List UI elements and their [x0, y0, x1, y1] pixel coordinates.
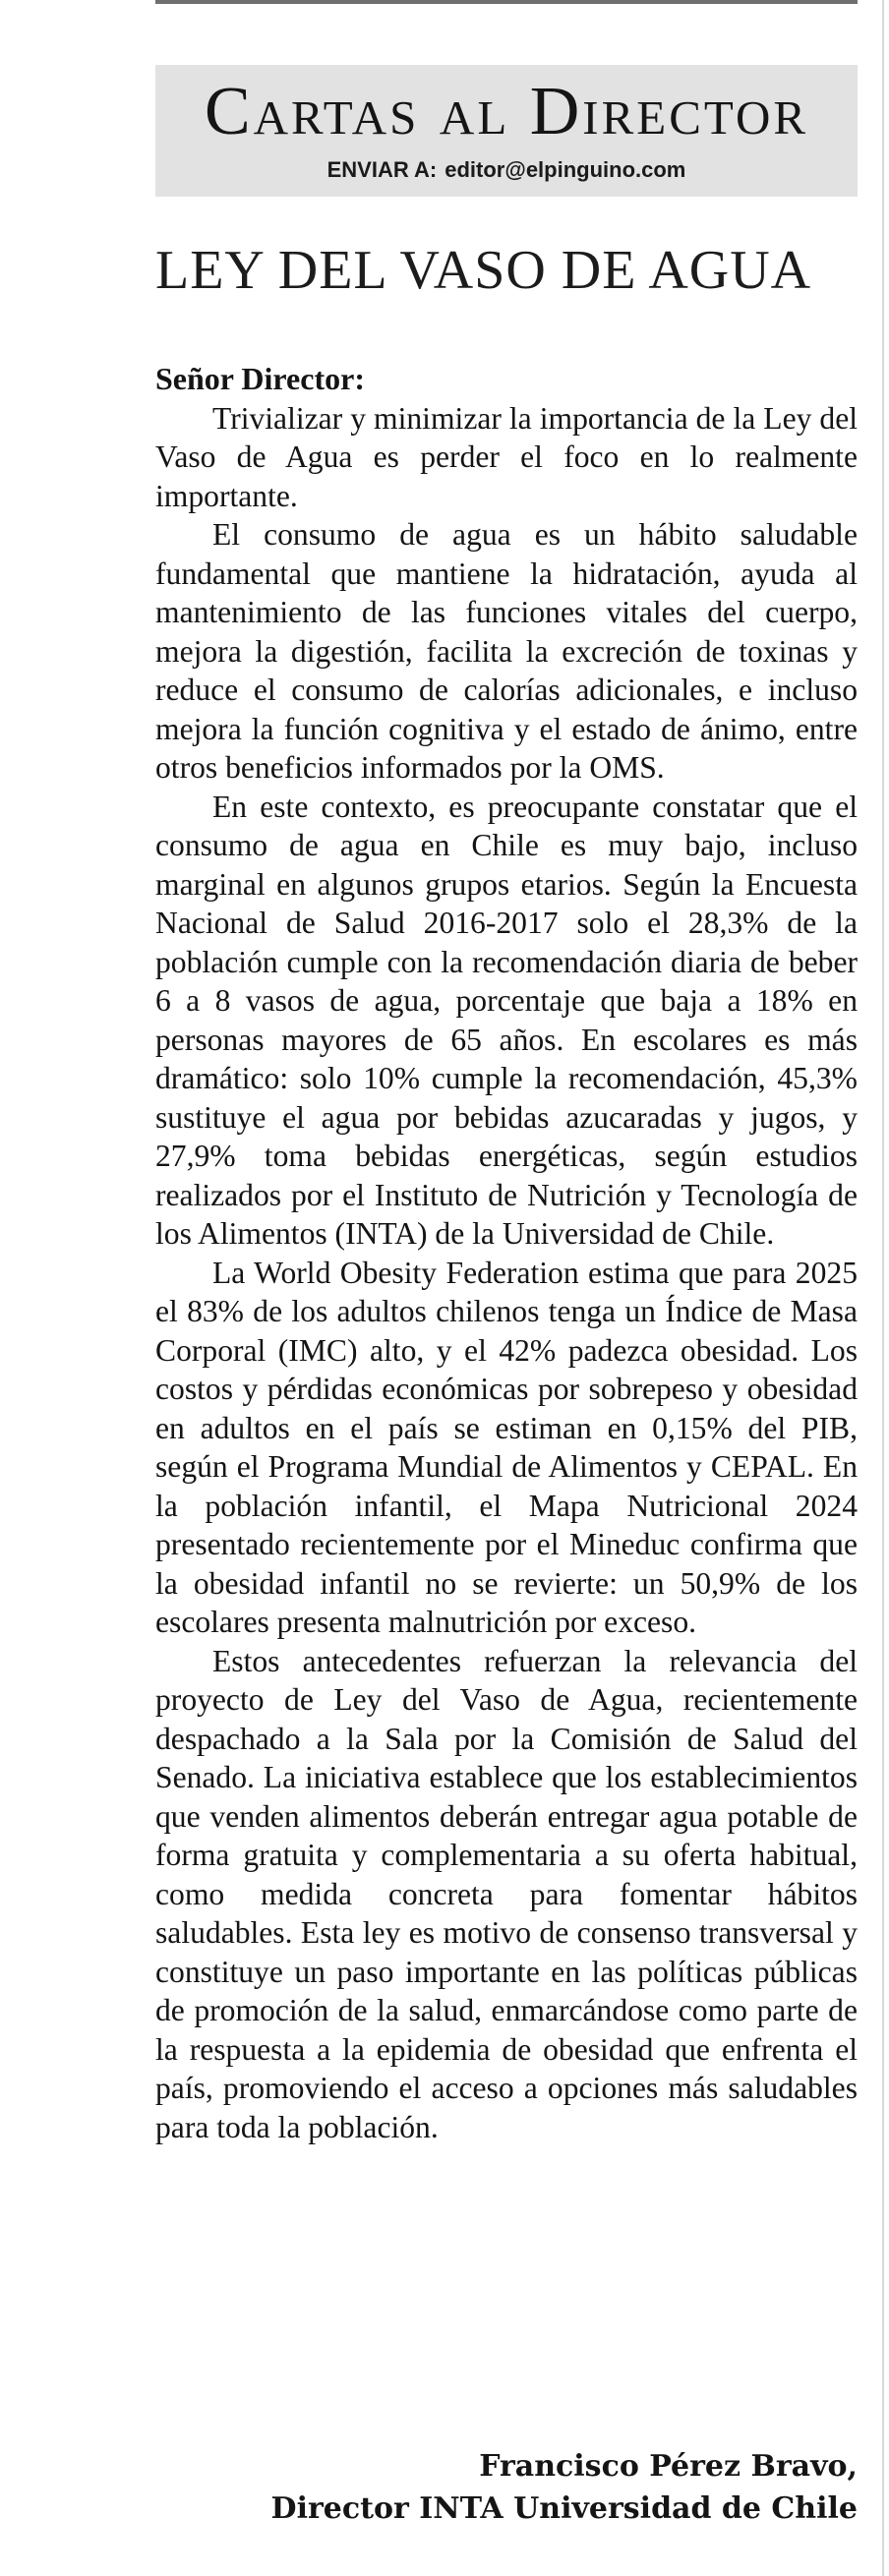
letter-signature — [271, 2445, 858, 2530]
letter-paragraph: Estos antecedentes refuerzan la relevancia del proyecto de Ley del Vaso de Agua, recientemente despachado a la Sala por la Comisión de Salud del Senado. La iniciativa establece que los establecimientos que venden alimentos deberán entregar agua potable de forma gratuita y complementaria a su oferta habitual, como medida concreta para fomentar hábitos saludables. Esta ley es motivo de consenso transversal y constituye un paso importante en las políticas públicas de promoción de la salud, enmarcándose como parte de la respuesta a la epidemia de obesidad que enfrenta el país, promoviendo el acceso a opciones más saludables para toda la población. — [155, 1643, 858, 2144]
letter-paragraph: El consumo de agua es un hábito saludable fundamental que mantiene la hidratación, ayuda al mantenimiento de las funciones vitales del cuerpo, mejora la digestión, facilita la excreción de toxinas y reduce el consumo de calorías adicionales, e incluso mejora la función cognitiva y el estado de ánimo, entre otros beneficios informados por la OMS. — [155, 517, 858, 785]
column-divider — [882, 0, 884, 2576]
send-to-line — [155, 155, 858, 185]
letter-paragraph: En este contexto, es preocupante constatar que el consumo de agua en Chile es muy bajo, incluso marginal en algunos grupos etarios. Según la Encuesta Nacional de Salud 2016-2017 solo el 28,3% de la población cumple con la recomendación diaria de beber 6 a 8 vasos de agua, porcentaje que baja a 18% en personas mayores de 65 años. En escolares es más dramático: solo 10% cumple la recomendación, 45,3% sustituye el agua por bebidas azucaradas y jugos, y 27,9% toma bebidas energéticas, según estudios realizados por el Instituto de Nutrición y Tecnología de los Alimentos (INTA) de la Universidad de Chile. — [155, 789, 858, 1251]
letter-paragraph: La World Obesity Federation estima que para 2025 el 83% de los adultos chilenos tenga un Índice de Masa Corporal (IMC) alto, y el 42% padezca obesidad. Los costos y pérdidas económicas por sobrepeso y obesidad en adultos en el país se estiman en 0,15% del PIB, según el Programa Mundial de Alimentos y CEPAL. En la población infantil, el Mapa Nutricional 2024 presentado recientemente por el Mineduc confirma que la obesidad infantil no se revierte: un 50,9% de los escolares presenta malnutrición por exceso. — [155, 1255, 858, 1639]
top-rule — [155, 0, 858, 4]
send-to-label: ENVIAR A: — [326, 157, 438, 182]
letter-body — [155, 360, 858, 2146]
letter-paragraph: Trivializar y minimizar la importancia de la Ley del Vaso de Agua es perder el foco en lo realmente importante. — [155, 400, 858, 513]
signature-name: Francisco Pérez Bravo, — [479, 2449, 858, 2484]
letter-headline: LEY DEL VASO DE AGUA — [155, 240, 812, 301]
send-to-email: editor@elpinguino.com — [444, 157, 686, 182]
section-masthead — [155, 65, 858, 197]
signature-title: Director INTA Universidad de Chile — [270, 2491, 858, 2526]
section-title: Cartas al Director — [204, 74, 809, 149]
letter-salutation: Señor Director: — [155, 361, 365, 396]
